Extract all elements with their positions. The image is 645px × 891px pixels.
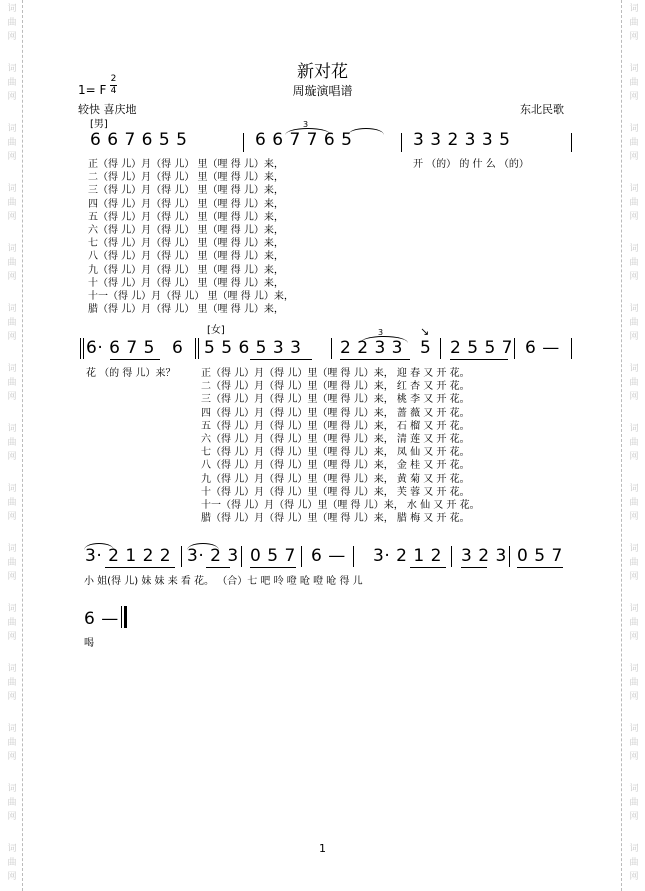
watermark	[628, 362, 640, 404]
barline	[80, 338, 81, 359]
watermark-char: 词	[7, 664, 17, 674]
key-signature: 1= F	[78, 83, 107, 97]
watermark-char: 网	[7, 512, 17, 522]
watermark	[6, 662, 18, 704]
watermark-char: 网	[7, 92, 17, 102]
watermark-char: 曲	[629, 498, 639, 508]
barline	[198, 338, 199, 359]
watermark-char: 词	[629, 364, 639, 374]
underline	[410, 567, 446, 568]
watermark-char: 曲	[629, 18, 639, 28]
watermark-char: 词	[7, 844, 17, 854]
watermark-char: 网	[7, 392, 17, 402]
lyric-line: 腊（得 儿）月（得 儿）里（哩 得 儿）来， 腊 梅 又 开 花。	[201, 513, 470, 525]
watermark-char: 网	[7, 632, 17, 642]
meter-bottom: 4	[110, 86, 117, 96]
notes-l3-m3: 0 5 7	[250, 546, 296, 566]
watermark-char: 曲	[629, 858, 639, 868]
watermark-char: 词	[629, 484, 639, 494]
watermark-char: 网	[7, 452, 17, 462]
lyric-line: 正（得 儿）月（得 儿） 里（哩 得 儿）来，	[88, 159, 284, 170]
lyric-line: 五（得 儿）月（得 儿）里（哩 得 儿）来， 石 榴 又 开 花。	[201, 420, 470, 432]
watermark-char: 网	[7, 752, 17, 762]
notes-l3-m1: 3· 2 1 2 2	[85, 546, 172, 566]
watermark-char: 网	[629, 92, 639, 102]
watermark-char: 曲	[7, 318, 17, 328]
watermark-char: 曲	[7, 438, 17, 448]
watermark-char: 曲	[7, 558, 17, 568]
underline	[110, 359, 160, 360]
final-barline-thick	[124, 606, 127, 628]
watermark-char: 曲	[7, 138, 17, 148]
notes-l2-m3b: 5	[420, 338, 432, 358]
watermark-char: 网	[629, 572, 639, 582]
watermark-char: 曲	[7, 738, 17, 748]
notes-l3-m4: 6 —	[311, 546, 346, 566]
lyric-line: 十（得 儿）月（得 儿） 里（哩 得 儿）来，	[88, 277, 284, 289]
watermark	[628, 422, 640, 464]
lyrics-l3: 小 姐(得 儿) 妹 妹 来 看 花。 （合）七 吧 呤 噔 呛 噔 呛 得 儿	[84, 576, 363, 587]
underline	[461, 567, 487, 568]
lyrics-l2-verses	[201, 367, 480, 525]
watermark-char: 词	[7, 484, 17, 494]
watermark-char: 词	[7, 544, 17, 554]
slur	[285, 128, 331, 135]
watermark-char: 网	[7, 692, 17, 702]
watermark-char: 网	[7, 32, 17, 42]
watermark-char: 网	[7, 572, 17, 582]
underline	[340, 359, 410, 360]
watermark-char: 词	[7, 184, 17, 194]
role-female: [女]	[207, 325, 225, 336]
watermark-char: 曲	[629, 618, 639, 628]
watermark-char: 曲	[629, 138, 639, 148]
barline	[331, 338, 332, 359]
lyric-line: 八（得 儿）月（得 儿）里（哩 得 儿）来， 金 桂 又 开 花。	[201, 460, 470, 472]
watermark-char: 网	[7, 272, 17, 282]
watermark-char: 网	[629, 152, 639, 162]
watermark-char: 曲	[629, 258, 639, 268]
final-barline-thin	[121, 606, 122, 628]
page-number: 1	[319, 842, 326, 855]
song-origin: 东北民歌	[520, 103, 564, 116]
song-subtitle: 周璇演唱谱	[292, 84, 353, 98]
barline	[195, 338, 196, 359]
watermark-char: 曲	[629, 78, 639, 88]
glide-arrow-icon: ↘	[420, 325, 430, 338]
underline	[250, 567, 296, 568]
watermark-char: 词	[7, 124, 17, 134]
underline	[450, 359, 508, 360]
lyric-line: 九（得 儿）月（得 儿）里（哩 得 儿）来， 黄 菊 又 开 花。	[201, 473, 470, 485]
watermark-char: 曲	[7, 198, 17, 208]
lyric-line: 六（得 儿）月（得 儿） 里（哩 得 儿）来，	[88, 225, 284, 237]
watermark-char: 网	[629, 632, 639, 642]
watermark-char: 曲	[7, 18, 17, 28]
barline	[401, 133, 402, 152]
watermark-char: 曲	[629, 798, 639, 808]
slur	[360, 336, 408, 343]
underline	[250, 359, 312, 360]
watermark-char: 词	[629, 124, 639, 134]
notes-l1-m3: 3 3 2 3 3 5	[413, 130, 511, 150]
watermark-char: 曲	[629, 738, 639, 748]
watermark	[6, 602, 18, 644]
watermark	[6, 482, 18, 524]
watermark-char: 曲	[7, 498, 17, 508]
barline	[83, 338, 84, 359]
watermark-char: 词	[629, 784, 639, 794]
lyric-line: 六（得 儿）月（得 儿）里（哩 得 儿）来， 清 莲 又 开 花。	[201, 434, 470, 446]
watermark-char: 词	[629, 64, 639, 74]
watermark-char: 词	[629, 184, 639, 194]
underline	[206, 567, 230, 568]
watermark-char: 词	[629, 424, 639, 434]
watermark-char: 曲	[7, 378, 17, 388]
watermark-char: 曲	[7, 618, 17, 628]
notes-l3-m7: 0 5 7	[517, 546, 563, 566]
barline	[440, 338, 441, 359]
watermark-char: 词	[629, 304, 639, 314]
watermark-char: 词	[629, 664, 639, 674]
watermark-char: 曲	[7, 258, 17, 268]
lyric-line: 七（得 儿）月（得 儿）里（哩 得 儿）来， 凤 仙 又 开 花。	[201, 447, 470, 459]
underline	[517, 567, 563, 568]
watermark-char: 曲	[7, 798, 17, 808]
watermark-char: 网	[629, 272, 639, 282]
watermark	[6, 722, 18, 764]
lyric-line: 十一（得 儿）月（得 儿）里（哩 得 儿）来， 水 仙 又 开 花。	[201, 500, 480, 512]
notes-l2-m3: 2 2 3 3	[340, 338, 403, 358]
barline	[301, 546, 302, 567]
notes-l2-m1b: 6	[172, 338, 184, 358]
left-margin-line	[22, 0, 23, 891]
watermark-char: 网	[629, 332, 639, 342]
triplet-mark: 3	[303, 120, 309, 129]
meter-top: 2	[110, 74, 117, 84]
barline	[451, 546, 452, 567]
watermark-char: 词	[7, 604, 17, 614]
watermark	[628, 782, 640, 824]
watermark-char: 网	[629, 692, 639, 702]
barline	[571, 338, 572, 359]
notes-l2-m4: 2 5 5 7	[450, 338, 513, 358]
watermark-char: 曲	[629, 318, 639, 328]
barline	[181, 546, 182, 567]
watermark-char: 网	[629, 872, 639, 882]
watermark-char: 网	[7, 152, 17, 162]
watermark-char: 网	[629, 452, 639, 462]
role-male: [男]	[90, 119, 108, 130]
lyric-line: 十一（得 儿）月（得 儿） 里（哩 得 儿）来，	[88, 291, 294, 303]
watermark	[6, 362, 18, 404]
lyric-line: 八（得 儿）月（得 儿） 里（哩 得 儿）来，	[88, 251, 284, 263]
watermark-char: 曲	[629, 678, 639, 688]
lyric-line: 四（得 儿）月（得 儿） 里（哩 得 儿）来，	[88, 198, 284, 210]
watermark-char: 词	[629, 4, 639, 14]
song-title: 新对花	[297, 62, 348, 82]
barline	[571, 133, 572, 152]
watermark-char: 词	[7, 244, 17, 254]
watermark-char: 词	[7, 4, 17, 14]
lyric-line: 五（得 儿）月（得 儿） 里（哩 得 儿）来，	[88, 211, 284, 223]
barline	[241, 546, 242, 567]
lyric-l2-first: 花 （的 得 儿）来？	[86, 368, 176, 379]
watermark	[628, 122, 640, 164]
notes-l3-m6: 3 2 3	[461, 546, 507, 566]
time-signature	[110, 75, 117, 96]
slur	[348, 128, 384, 135]
watermark-char: 网	[629, 512, 639, 522]
watermark	[6, 122, 18, 164]
notes-l2-m1: 6· 6 7 5	[86, 338, 155, 358]
lyric-line: 四（得 儿）月（得 儿）里（哩 得 儿）来， 蔷 薇 又 开 花。	[201, 407, 470, 419]
lyric-l1-right: 开 （的） 的 什 么 （的）	[413, 159, 529, 170]
barline	[243, 133, 244, 152]
watermark-char: 曲	[7, 678, 17, 688]
notes-l2-m2: 5 5 6 5 3 3	[204, 338, 302, 358]
lyric-line: 二（得 儿）月（得 儿） 里（哩 得 儿）来，	[88, 172, 284, 184]
lyric-l4: 喝	[84, 638, 94, 649]
lyric-line: 三（得 儿）月（得 儿）里（哩 得 儿）来， 桃 李 又 开 花。	[201, 394, 470, 406]
watermark-char: 词	[629, 244, 639, 254]
watermark-char: 词	[629, 724, 639, 734]
watermark-char: 曲	[629, 558, 639, 568]
lyrics-l1-verses	[88, 158, 294, 316]
notes-l3-m5: 3· 2 1 2	[373, 546, 442, 566]
lyric-line: 十（得 儿）月（得 儿）里（哩 得 儿）来， 芙 蓉 又 开 花。	[201, 486, 470, 498]
watermark	[6, 542, 18, 584]
watermark-char: 词	[7, 64, 17, 74]
watermark	[628, 242, 640, 284]
watermark-char: 网	[7, 812, 17, 822]
watermark-char: 词	[7, 304, 17, 314]
watermark-char: 网	[7, 872, 17, 882]
tempo-marking: 较快 喜庆地	[78, 103, 137, 116]
watermark	[6, 242, 18, 284]
watermark	[628, 722, 640, 764]
watermark-char: 词	[7, 784, 17, 794]
notes-l1-m1: 6 6 7 6 5 5	[90, 130, 188, 150]
notes-l2-m5: 6 —	[525, 338, 560, 358]
watermark	[628, 302, 640, 344]
watermark-char: 网	[7, 212, 17, 222]
right-margin-line	[621, 0, 622, 891]
triplet-mark: 3	[378, 328, 384, 337]
watermark-char: 词	[7, 424, 17, 434]
watermark	[6, 302, 18, 344]
lyric-line: 九（得 儿）月（得 儿） 里（哩 得 儿）来，	[88, 264, 284, 276]
watermark	[6, 2, 18, 44]
watermark-char: 曲	[629, 438, 639, 448]
watermark	[628, 482, 640, 524]
watermark	[628, 542, 640, 584]
watermark-char: 网	[629, 752, 639, 762]
notes-l4-m1: 6 —	[84, 609, 119, 629]
watermark-char: 曲	[629, 198, 639, 208]
watermark-char: 曲	[7, 858, 17, 868]
watermark-char: 网	[629, 812, 639, 822]
watermark-char: 网	[7, 332, 17, 342]
lyric-line: 腊（得 儿）月（得 儿） 里（哩 得 儿）来，	[88, 304, 284, 316]
watermark-char: 曲	[7, 78, 17, 88]
watermark-char: 词	[7, 724, 17, 734]
watermark	[628, 662, 640, 704]
watermark	[6, 782, 18, 824]
notes-l3-m2: 3· 2 3	[187, 546, 239, 566]
watermark	[628, 602, 640, 644]
lyric-line: 三（得 儿）月（得 儿） 里（哩 得 儿）来，	[88, 185, 284, 197]
watermark-char: 曲	[629, 378, 639, 388]
watermark-char: 词	[629, 604, 639, 614]
watermark-char: 词	[7, 364, 17, 374]
lyric-line: 七（得 儿）月（得 儿） 里（哩 得 儿）来，	[88, 238, 284, 250]
watermark-char: 词	[629, 544, 639, 554]
watermark	[628, 182, 640, 224]
lyric-line: 二（得 儿）月（得 儿）里（哩 得 儿）来， 红 杏 又 开 花。	[201, 381, 470, 393]
watermark	[6, 182, 18, 224]
barline	[353, 546, 354, 567]
watermark-char: 网	[629, 32, 639, 42]
lyric-line: 正（得 儿）月（得 儿）里（哩 得 儿）来， 迎 春 又 开 花。	[201, 368, 470, 379]
watermark	[628, 2, 640, 44]
barline	[509, 546, 510, 567]
notes-l1-m2: 6 6 7 7 6 5	[255, 130, 353, 150]
watermark-char: 网	[629, 392, 639, 402]
watermark	[6, 422, 18, 464]
watermark-char: 网	[629, 212, 639, 222]
watermark-char: 词	[629, 844, 639, 854]
barline	[514, 338, 515, 359]
underline	[105, 567, 175, 568]
